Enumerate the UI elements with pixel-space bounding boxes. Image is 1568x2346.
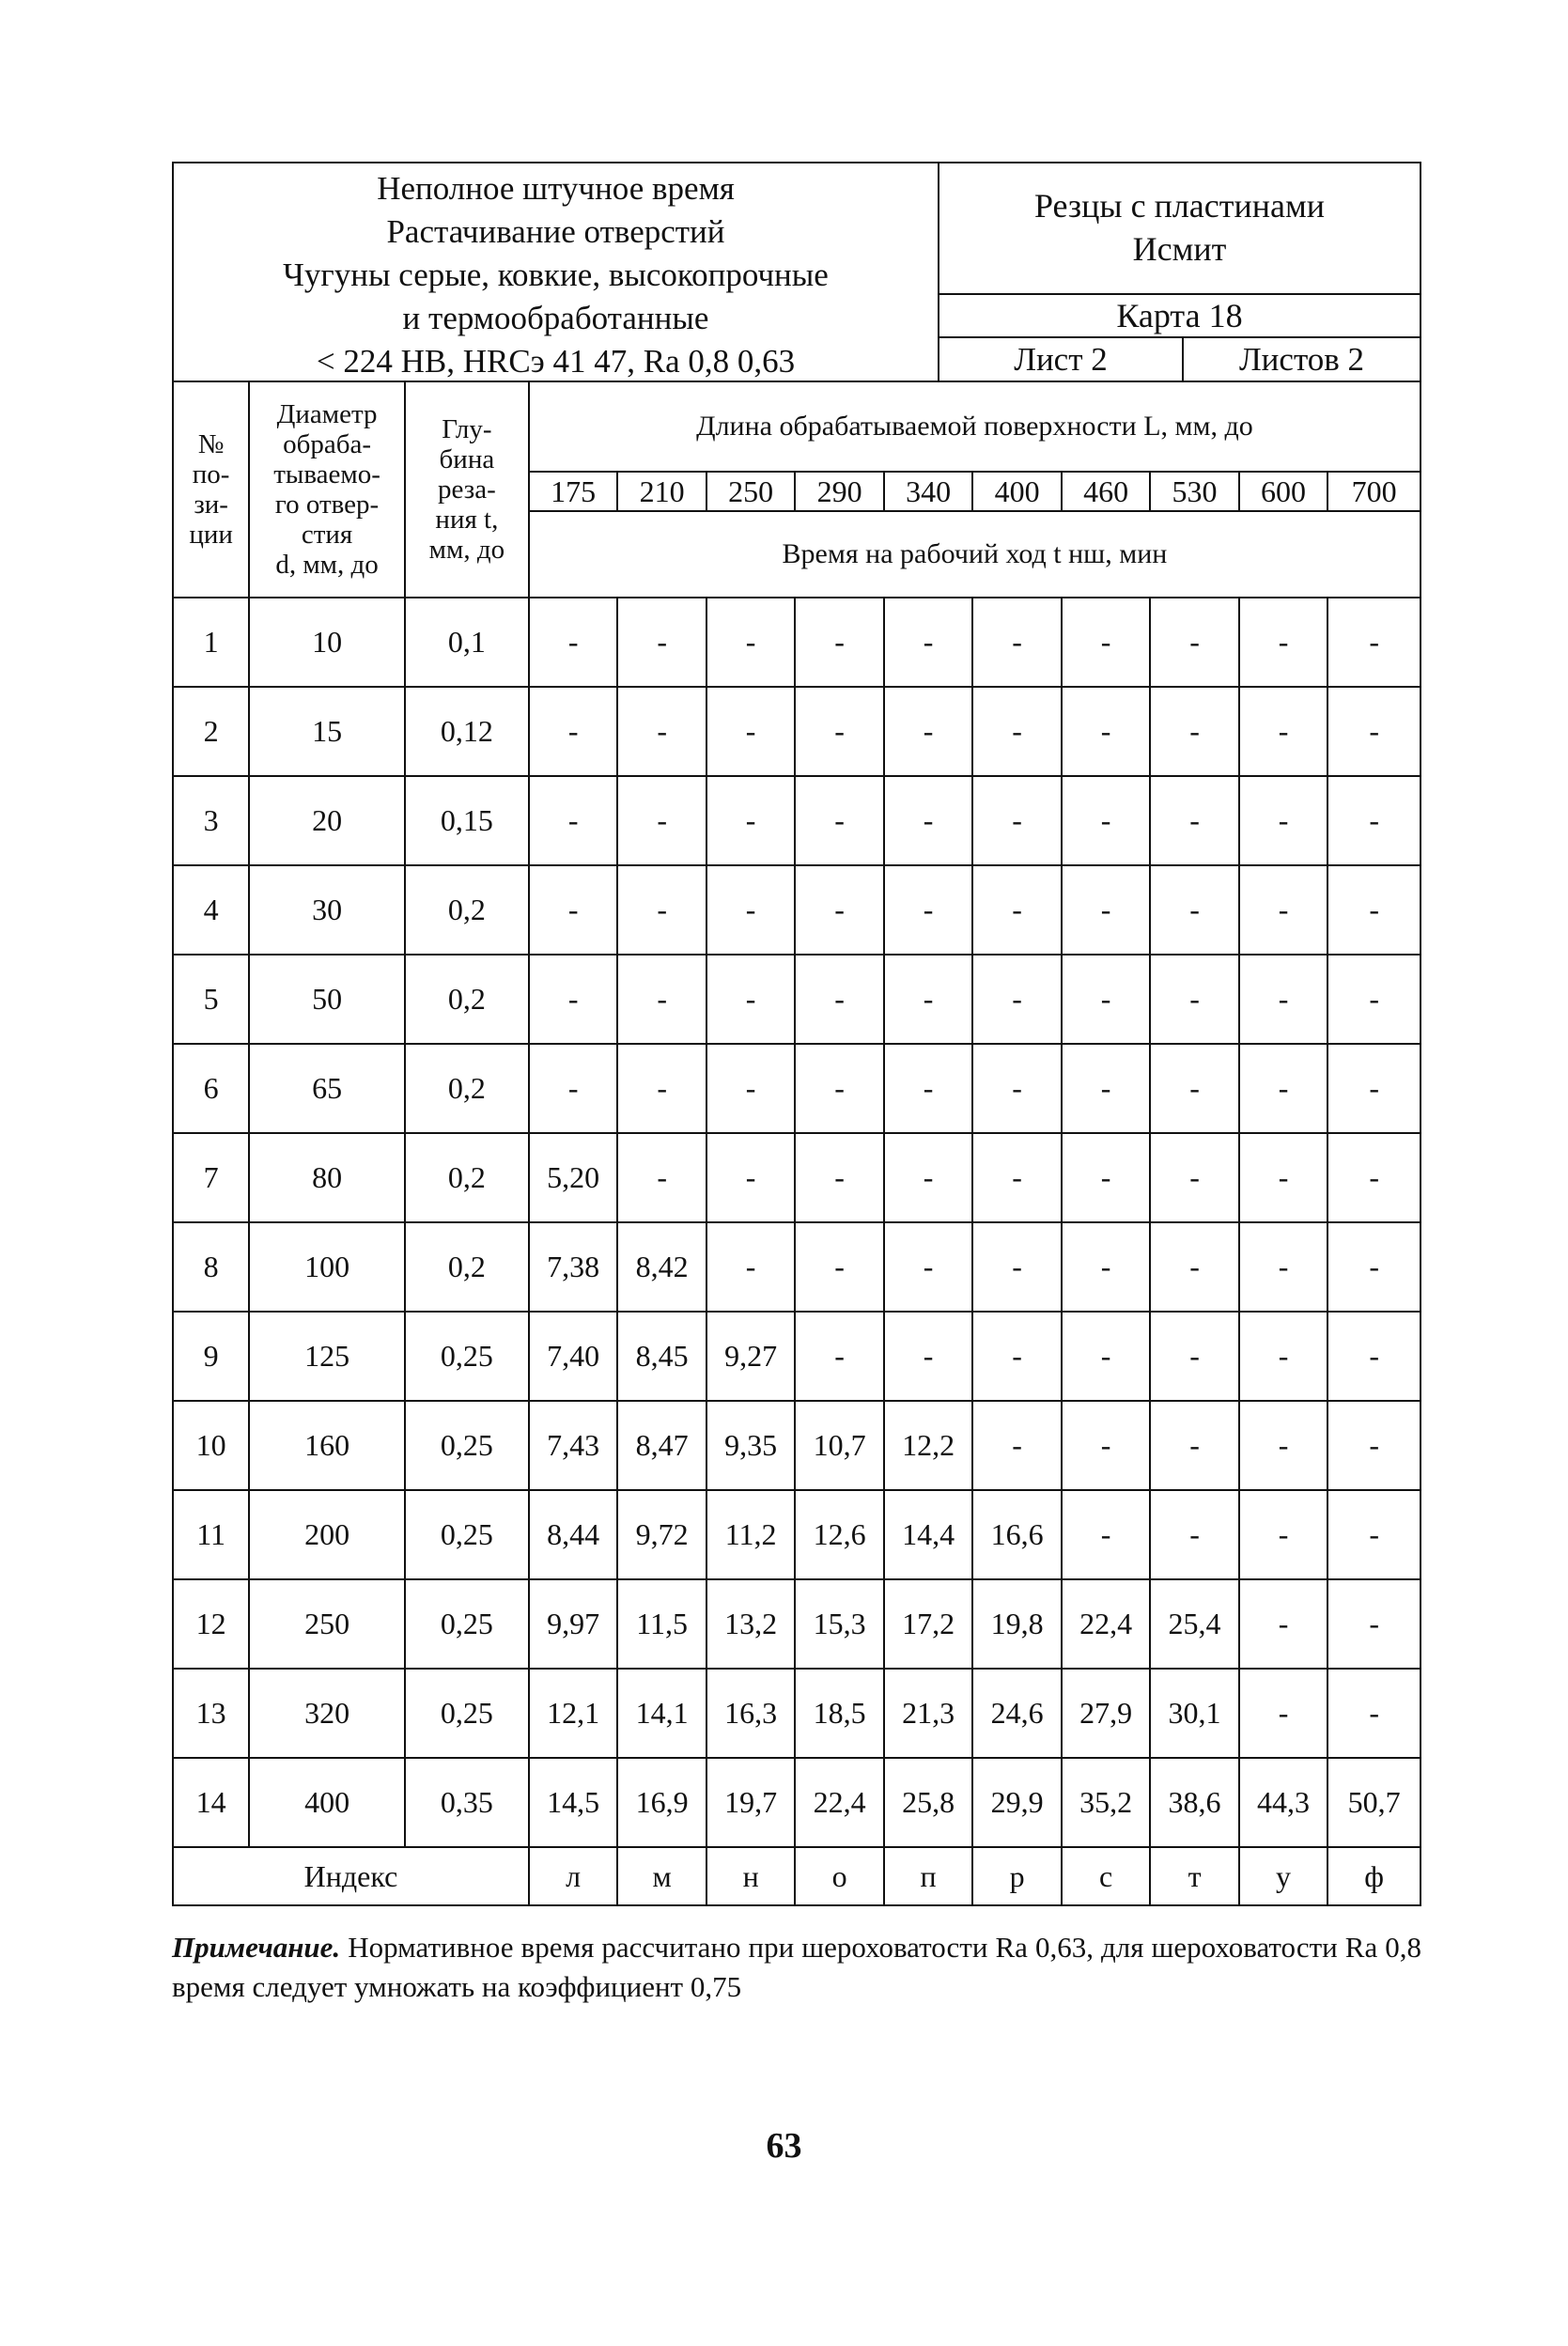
diameter-cell: 15 <box>249 687 405 776</box>
time-cell: - <box>706 1222 795 1312</box>
time-cell: 50,7 <box>1327 1758 1421 1847</box>
time-cell: 5,20 <box>529 1133 617 1222</box>
time-cell: - <box>795 687 883 776</box>
time-cell: - <box>617 687 706 776</box>
length-value: 250 <box>706 472 795 511</box>
time-cell: 19,7 <box>706 1758 795 1847</box>
time-cell: - <box>706 687 795 776</box>
diameter-cell: 10 <box>249 598 405 687</box>
time-cell: - <box>1150 687 1238 776</box>
time-cell: 16,9 <box>617 1758 706 1847</box>
time-cell: 8,44 <box>529 1490 617 1579</box>
diameter-cell: 30 <box>249 865 405 955</box>
time-cell: 9,35 <box>706 1401 795 1490</box>
note <box>172 1928 1421 2007</box>
table-row <box>173 1133 1421 1222</box>
time-cell: - <box>1239 1312 1327 1401</box>
header-line: Растачивание отверстий <box>386 213 725 250</box>
depth-cell: 0,15 <box>405 776 529 865</box>
time-cell: - <box>884 1133 972 1222</box>
time-cell: - <box>884 1312 972 1401</box>
time-cell: - <box>1327 1312 1421 1401</box>
header-line: ния t, <box>435 505 499 535</box>
position-cell: 1 <box>173 598 249 687</box>
header-line: № <box>197 429 225 459</box>
depth-cell: 0,1 <box>405 598 529 687</box>
time-cell: 19,8 <box>972 1579 1061 1669</box>
time-cell: - <box>1327 776 1421 865</box>
time-cell: - <box>795 1044 883 1133</box>
table-row <box>173 1312 1421 1401</box>
header-line: d, мм, до <box>275 550 379 580</box>
time-cell: - <box>972 955 1061 1044</box>
time-cell: 16,3 <box>706 1669 795 1758</box>
time-cell: - <box>972 1401 1061 1490</box>
time-cell: - <box>1150 598 1238 687</box>
time-cell: - <box>529 955 617 1044</box>
time-cell: - <box>795 1133 883 1222</box>
time-cell: - <box>617 598 706 687</box>
time-cell: - <box>1239 1401 1327 1490</box>
time-cell: - <box>972 1312 1061 1401</box>
header-line: го отвер- <box>274 489 380 520</box>
time-cell: 29,9 <box>972 1758 1061 1847</box>
time-cell: - <box>1062 776 1150 865</box>
length-value: 340 <box>884 472 972 511</box>
diameter-cell: 250 <box>249 1579 405 1669</box>
diameter-cell: 160 <box>249 1401 405 1490</box>
diameter-cell: 400 <box>249 1758 405 1847</box>
time-cell: 10,7 <box>795 1401 883 1490</box>
time-cell: - <box>884 865 972 955</box>
time-cell: - <box>706 1044 795 1133</box>
time-cell: - <box>617 1133 706 1222</box>
time-cell: - <box>1150 776 1238 865</box>
time-cell: - <box>1062 865 1150 955</box>
time-cell: - <box>1327 1133 1421 1222</box>
time-cell: - <box>795 955 883 1044</box>
header-line: Чугуны серые, ковкие, высокопрочные <box>283 256 829 293</box>
time-cell: - <box>529 776 617 865</box>
header-line: и термообработанные <box>402 300 709 336</box>
card-meta <box>939 163 1420 382</box>
length-value: 700 <box>1327 472 1421 511</box>
table-row <box>173 955 1421 1044</box>
depth-cell: 0,2 <box>405 865 529 955</box>
cutters-line: Резцы с пластинами <box>1033 187 1326 225</box>
time-cell: - <box>1062 955 1150 1044</box>
time-cell: 25,4 <box>1150 1579 1238 1669</box>
index-cell: н <box>706 1847 795 1905</box>
diameter-cell: 50 <box>249 955 405 1044</box>
note-label: Примечание. <box>172 1931 341 1964</box>
time-cell: - <box>884 1044 972 1133</box>
depth-cell: 0,25 <box>405 1401 529 1490</box>
header-line: Диаметр <box>276 399 378 429</box>
table-body <box>173 598 1421 1847</box>
time-cell: - <box>1327 687 1421 776</box>
time-cell: 24,6 <box>972 1669 1061 1758</box>
time-cell: - <box>972 1044 1061 1133</box>
position-cell: 12 <box>173 1579 249 1669</box>
card-number: Карта 18 <box>939 295 1420 338</box>
depth-cell: 0,25 <box>405 1669 529 1758</box>
time-cell: - <box>1239 1669 1327 1758</box>
table-row <box>173 1490 1421 1579</box>
time-cell: 7,38 <box>529 1222 617 1312</box>
card-header <box>172 162 1421 382</box>
time-cell: - <box>1239 955 1327 1044</box>
header-line: бина <box>439 444 495 474</box>
time-cell: - <box>884 598 972 687</box>
position-cell: 5 <box>173 955 249 1044</box>
length-header: Длина обрабатываемой поверхности L, мм, до <box>529 381 1421 472</box>
time-cell: - <box>1150 955 1238 1044</box>
time-cell: 13,2 <box>706 1579 795 1669</box>
position-cell: 13 <box>173 1669 249 1758</box>
time-cell: 30,1 <box>1150 1669 1238 1758</box>
time-cell: - <box>972 687 1061 776</box>
depth-cell: 0,2 <box>405 1133 529 1222</box>
time-cell: - <box>795 1312 883 1401</box>
index-cell: о <box>795 1847 883 1905</box>
time-cell: - <box>1150 1044 1238 1133</box>
sheets-total: Листов 2 <box>1238 341 1365 378</box>
diameter-cell: 320 <box>249 1669 405 1758</box>
time-cell: - <box>1239 1044 1327 1133</box>
diameter-cell: 20 <box>249 776 405 865</box>
time-cell: - <box>884 955 972 1044</box>
time-cell: - <box>1062 1490 1150 1579</box>
diameter-cell: 125 <box>249 1312 405 1401</box>
table-row <box>173 687 1421 776</box>
time-cell: - <box>1062 1222 1150 1312</box>
header-line: ции <box>189 520 233 550</box>
time-cell: - <box>706 955 795 1044</box>
time-cell: - <box>1327 865 1421 955</box>
table-row <box>173 1222 1421 1312</box>
time-cell: - <box>1062 598 1150 687</box>
time-cell: 8,45 <box>617 1312 706 1401</box>
time-cell: - <box>1062 1044 1150 1133</box>
position-cell: 3 <box>173 776 249 865</box>
index-label: Индекс <box>173 1847 529 1905</box>
time-cell: - <box>1239 687 1327 776</box>
length-value: 175 <box>529 472 617 511</box>
time-cell: - <box>617 865 706 955</box>
time-cell: - <box>884 776 972 865</box>
time-cell: 7,40 <box>529 1312 617 1401</box>
position-cell: 11 <box>173 1490 249 1579</box>
position-cell: 4 <box>173 865 249 955</box>
position-cell: 14 <box>173 1758 249 1847</box>
time-cell: - <box>1239 1579 1327 1669</box>
time-cell: 22,4 <box>1062 1579 1150 1669</box>
time-cell: - <box>529 1044 617 1133</box>
time-cell: - <box>529 865 617 955</box>
time-cell: - <box>795 1222 883 1312</box>
time-cell: 12,2 <box>884 1401 972 1490</box>
time-cell: 14,1 <box>617 1669 706 1758</box>
time-cell: 9,27 <box>706 1312 795 1401</box>
length-value: 400 <box>972 472 1061 511</box>
diameter-cell: 100 <box>249 1222 405 1312</box>
index-cell: у <box>1239 1847 1327 1905</box>
time-cell: - <box>1327 1579 1421 1669</box>
time-cell: - <box>1150 1133 1238 1222</box>
time-cell: 9,72 <box>617 1490 706 1579</box>
time-cell: - <box>1062 1401 1150 1490</box>
position-cell: 8 <box>173 1222 249 1312</box>
time-cell: 17,2 <box>884 1579 972 1669</box>
time-cell: - <box>1239 1222 1327 1312</box>
time-header: Время на рабочий ход t нш, мин <box>529 511 1421 598</box>
time-cell: - <box>1239 1133 1327 1222</box>
length-value: 460 <box>1062 472 1150 511</box>
time-cell: - <box>1150 1490 1238 1579</box>
header-line: по- <box>192 459 230 489</box>
time-cell: - <box>972 1133 1061 1222</box>
table-row <box>173 865 1421 955</box>
time-cell: 12,1 <box>529 1669 617 1758</box>
time-cell: - <box>706 776 795 865</box>
time-cell: 8,42 <box>617 1222 706 1312</box>
position-cell: 9 <box>173 1312 249 1401</box>
time-cell: - <box>1239 1490 1327 1579</box>
header-line: тываемо- <box>273 459 380 489</box>
time-cell: - <box>795 776 883 865</box>
time-cell: - <box>795 598 883 687</box>
time-cell: - <box>1327 1222 1421 1312</box>
time-cell: - <box>706 1133 795 1222</box>
header-line: стия <box>301 520 353 550</box>
time-cell: 44,3 <box>1239 1758 1327 1847</box>
time-cell: 22,4 <box>795 1758 883 1847</box>
time-cell: - <box>1239 598 1327 687</box>
time-cell: - <box>1239 776 1327 865</box>
time-cell: - <box>1062 687 1150 776</box>
time-cell: - <box>1327 1044 1421 1133</box>
table-row <box>173 598 1421 687</box>
header-line: реза- <box>438 474 496 505</box>
position-column-header <box>173 381 249 598</box>
cutters-title <box>939 163 1420 295</box>
time-cell: - <box>1327 955 1421 1044</box>
depth-column-header <box>405 381 529 598</box>
index-cell: с <box>1062 1847 1150 1905</box>
header-line: Неполное штучное время <box>377 170 735 207</box>
depth-cell: 0,2 <box>405 955 529 1044</box>
time-cell: - <box>706 865 795 955</box>
time-cell: - <box>1327 1669 1421 1758</box>
length-value: 600 <box>1239 472 1327 511</box>
note-text: Нормативное время рассчитано при шероховатости Ra 0,63, для шероховатости Ra 0,8 время следует умножать на коэффициент 0,75 <box>172 1931 1421 2003</box>
depth-cell: 0,2 <box>405 1044 529 1133</box>
depth-cell: 0,25 <box>405 1579 529 1669</box>
page-number: 63 <box>766 2126 802 2166</box>
index-cell: ф <box>1327 1847 1421 1905</box>
time-table <box>172 381 1421 1906</box>
operation-description <box>174 163 939 382</box>
time-cell: - <box>706 598 795 687</box>
depth-cell: 0,35 <box>405 1758 529 1847</box>
index-row <box>173 1847 1421 1905</box>
cutters-line: Исмит <box>1132 230 1227 268</box>
table-row <box>173 1579 1421 1669</box>
header-line: зи- <box>194 489 228 520</box>
time-cell: - <box>529 598 617 687</box>
index-cell: л <box>529 1847 617 1905</box>
time-cell: 11,2 <box>706 1490 795 1579</box>
time-cell: - <box>1239 865 1327 955</box>
time-cell: 18,5 <box>795 1669 883 1758</box>
time-cell: - <box>1062 1133 1150 1222</box>
header-line: < 224 HB, HRCэ 41 47, Ra 0,8 0,63 <box>316 343 796 380</box>
depth-cell: 0,2 <box>405 1222 529 1312</box>
time-cell: 21,3 <box>884 1669 972 1758</box>
time-cell: - <box>1150 865 1238 955</box>
time-cell: - <box>1327 598 1421 687</box>
time-cell: 35,2 <box>1062 1758 1150 1847</box>
time-cell: 27,9 <box>1062 1669 1150 1758</box>
time-cell: - <box>1062 1312 1150 1401</box>
time-cell: 11,5 <box>617 1579 706 1669</box>
time-cell: - <box>1327 1401 1421 1490</box>
index-cell: п <box>884 1847 972 1905</box>
time-cell: 38,6 <box>1150 1758 1238 1847</box>
table-row <box>173 776 1421 865</box>
time-cell: - <box>617 1044 706 1133</box>
time-cell: 16,6 <box>972 1490 1061 1579</box>
time-cell: - <box>972 776 1061 865</box>
index-cell: р <box>972 1847 1061 1905</box>
diameter-cell: 200 <box>249 1490 405 1579</box>
index-cell: т <box>1150 1847 1238 1905</box>
position-cell: 6 <box>173 1044 249 1133</box>
time-cell: 12,6 <box>795 1490 883 1579</box>
header-line: обраба- <box>283 429 372 459</box>
time-cell: - <box>617 955 706 1044</box>
header-line: Глу- <box>442 414 492 444</box>
depth-cell: 0,25 <box>405 1312 529 1401</box>
diameter-column-header <box>249 381 405 598</box>
position-cell: 7 <box>173 1133 249 1222</box>
time-cell: - <box>1150 1312 1238 1401</box>
time-cell: - <box>1150 1401 1238 1490</box>
depth-cell: 0,25 <box>405 1490 529 1579</box>
time-cell: - <box>884 1222 972 1312</box>
length-value: 530 <box>1150 472 1238 511</box>
time-cell: - <box>529 687 617 776</box>
time-cell: - <box>972 1222 1061 1312</box>
position-cell: 2 <box>173 687 249 776</box>
diameter-cell: 65 <box>249 1044 405 1133</box>
table-row <box>173 1401 1421 1490</box>
time-cell: - <box>884 687 972 776</box>
sheet-number: Лист 2 <box>939 338 1184 382</box>
time-cell: 25,8 <box>884 1758 972 1847</box>
table-row <box>173 1044 1421 1133</box>
time-cell: - <box>1150 1222 1238 1312</box>
time-cell: 15,3 <box>795 1579 883 1669</box>
depth-cell: 0,12 <box>405 687 529 776</box>
time-cell: 9,97 <box>529 1579 617 1669</box>
time-cell: 7,43 <box>529 1401 617 1490</box>
time-cell: - <box>972 598 1061 687</box>
time-cell: - <box>1327 1490 1421 1579</box>
diameter-cell: 80 <box>249 1133 405 1222</box>
table-row <box>173 1758 1421 1847</box>
time-cell: - <box>617 776 706 865</box>
index-cell: м <box>617 1847 706 1905</box>
time-cell: - <box>972 865 1061 955</box>
header-line: мм, до <box>428 535 505 565</box>
time-cell: 14,4 <box>884 1490 972 1579</box>
time-cell: - <box>795 865 883 955</box>
time-cell: 14,5 <box>529 1758 617 1847</box>
table-row <box>173 1669 1421 1758</box>
position-cell: 10 <box>173 1401 249 1490</box>
time-cell: 8,47 <box>617 1401 706 1490</box>
length-value: 290 <box>795 472 883 511</box>
length-value: 210 <box>617 472 706 511</box>
